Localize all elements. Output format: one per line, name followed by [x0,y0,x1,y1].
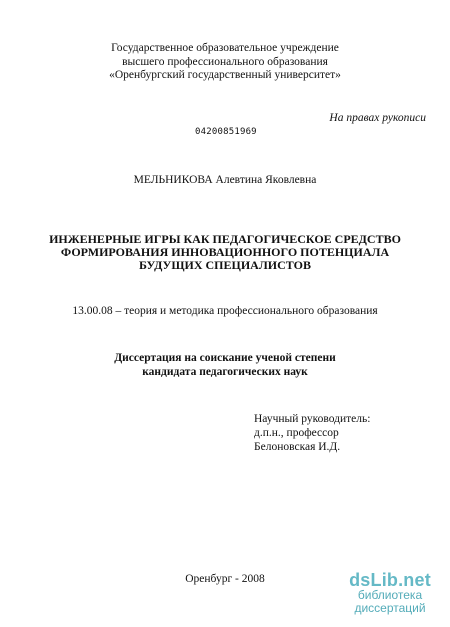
dissertation-title [0,233,450,272]
title-line-1: ИНЖЕНЕРНЫЕ ИГРЫ КАК ПЕДАГОГИЧЕСКОЕ СРЕДСТВО [49,232,401,246]
institution-line-1: Государственное образовательное учреждение [111,42,339,54]
advisor-block [254,412,370,454]
title-line-3: БУДУЩИХ СПЕЦИАЛИСТОВ [139,258,311,272]
institution-line-3: «Оренбургский государственный университет» [109,69,341,81]
dslib-watermark [340,571,440,615]
degree-statement [0,351,450,379]
document-code: 04200851969 [195,127,257,137]
degree-line-2: кандидата педагогических наук [142,366,308,378]
institution-header [0,42,450,83]
rights-note: На правах рукописи [329,112,426,124]
watermark-sub-text: библиотека диссертаций [354,588,426,615]
degree-line-1: Диссертация на соискание ученой степени [114,352,336,364]
specialty-code: 13.00.08 – теория и методика профессионального образования [72,305,378,317]
title-line-2: ФОРМИРОВАНИЯ ИННОВАЦИОННОГО ПОТЕНЦИАЛА [60,245,390,259]
advisor-line-3: Белоновская И.Д. [254,441,341,453]
advisor-line-1: Научный руководитель: [254,413,371,425]
institution-line-2: высшего профессионального образования [122,55,328,68]
watermark-main-text: dsLib.net [349,570,431,590]
author-name: МЕЛЬНИКОВА Алевтина Яковлевна [133,174,317,186]
advisor-line-2: д.п.н., профессор [254,427,339,439]
city-year: Оренбург - 2008 [185,573,265,585]
